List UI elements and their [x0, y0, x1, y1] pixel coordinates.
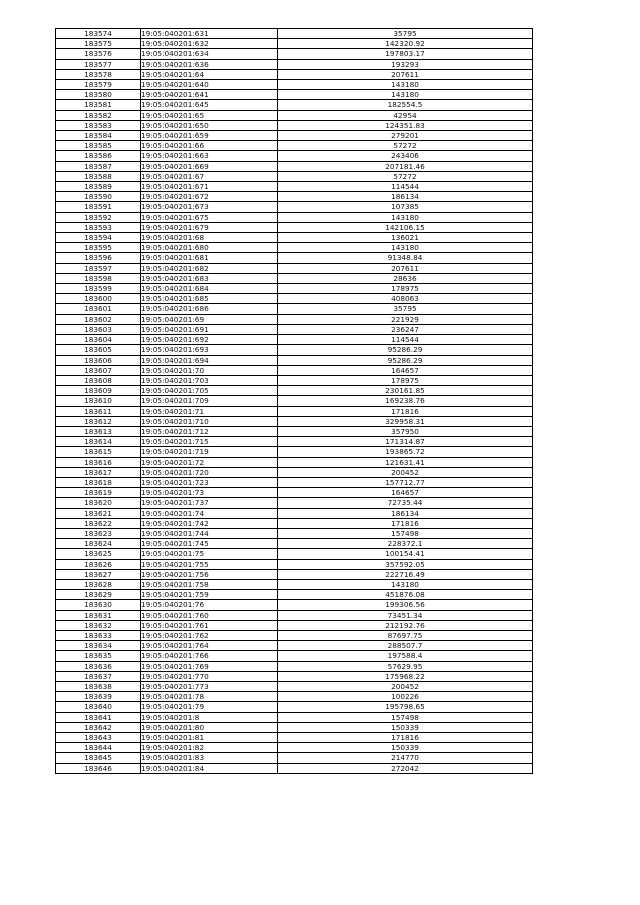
row-number-cell: 183624: [56, 539, 141, 549]
cadastral-value-cell: 193865.72: [278, 447, 533, 457]
row-number-cell: 183593: [56, 222, 141, 232]
cadastral-number-cell: 19:05:040201:760: [141, 610, 278, 620]
table-row: [56, 682, 533, 692]
table-row: [56, 579, 533, 589]
table-row: [56, 569, 533, 579]
cadastral-number-cell: 19:05:040201:709: [141, 396, 278, 406]
cadastral-value-cell: 143180: [278, 90, 533, 100]
cadastral-number-cell: 19:05:040201:69: [141, 314, 278, 324]
cadastral-value-cell: 357592.05: [278, 559, 533, 569]
cadastral-value-cell: 171816: [278, 406, 533, 416]
row-number-cell: 183579: [56, 80, 141, 90]
row-number-cell: 183646: [56, 763, 141, 773]
cadastral-value-cell: 230161.85: [278, 386, 533, 396]
cadastral-number-cell: 19:05:040201:769: [141, 661, 278, 671]
row-number-cell: 183618: [56, 477, 141, 487]
row-number-cell: 183643: [56, 733, 141, 743]
cadastral-value-cell: 142320.92: [278, 39, 533, 49]
row-number-cell: 183629: [56, 590, 141, 600]
cadastral-number-cell: 19:05:040201:8: [141, 712, 278, 722]
cadastral-number-cell: 19:05:040201:723: [141, 477, 278, 487]
cadastral-value-cell: 72735.44: [278, 498, 533, 508]
cadastral-value-cell: 157498: [278, 528, 533, 538]
table-row: [56, 141, 533, 151]
table-row: [56, 702, 533, 712]
row-number-cell: 183644: [56, 743, 141, 753]
row-number-cell: 183581: [56, 100, 141, 110]
cadastral-value-cell: 124351.83: [278, 120, 533, 130]
table-row: [56, 539, 533, 549]
row-number-cell: 183578: [56, 69, 141, 79]
row-number-cell: 183585: [56, 141, 141, 151]
row-number-cell: 183574: [56, 29, 141, 39]
cadastral-value-cell: 42954: [278, 110, 533, 120]
table-row: [56, 355, 533, 365]
cadastral-number-cell: 19:05:040201:84: [141, 763, 278, 773]
table-row: [56, 253, 533, 263]
cadastral-value-cell: 114544: [278, 335, 533, 345]
cadastral-number-cell: 19:05:040201:81: [141, 733, 278, 743]
cadastral-number-cell: 19:05:040201:650: [141, 120, 278, 130]
row-number-cell: 183634: [56, 641, 141, 651]
row-number-cell: 183614: [56, 437, 141, 447]
cadastral-value-cell: 171816: [278, 733, 533, 743]
row-number-cell: 183611: [56, 406, 141, 416]
cadastral-value-cell: 195798.65: [278, 702, 533, 712]
cadastral-value-cell: 157712.77: [278, 477, 533, 487]
table-row: [56, 335, 533, 345]
table-row: [56, 590, 533, 600]
cadastral-number-cell: 19:05:040201:76: [141, 600, 278, 610]
row-number-cell: 183633: [56, 630, 141, 640]
row-number-cell: 183619: [56, 488, 141, 498]
row-number-cell: 183635: [56, 651, 141, 661]
cadastral-number-cell: 19:05:040201:705: [141, 386, 278, 396]
cadastral-number-cell: 19:05:040201:675: [141, 212, 278, 222]
cadastral-value-cell: 100226: [278, 692, 533, 702]
table-row: [56, 406, 533, 416]
table-row: [56, 324, 533, 334]
table-row: [56, 304, 533, 314]
cadastral-value-cell: 236247: [278, 324, 533, 334]
cadastral-number-cell: 19:05:040201:67: [141, 171, 278, 181]
cadastral-number-cell: 19:05:040201:691: [141, 324, 278, 334]
table-row: [56, 314, 533, 324]
row-number-cell: 183616: [56, 457, 141, 467]
row-number-cell: 183636: [56, 661, 141, 671]
table-row: [56, 630, 533, 640]
row-number-cell: 183622: [56, 518, 141, 528]
cadastral-value-cell: 143180: [278, 243, 533, 253]
table-row: [56, 426, 533, 436]
cadastral-value-cell: 221929: [278, 314, 533, 324]
row-number-cell: 183626: [56, 559, 141, 569]
table-row: [56, 661, 533, 671]
row-number-cell: 183632: [56, 620, 141, 630]
row-number-cell: 183586: [56, 151, 141, 161]
table-row: [56, 212, 533, 222]
cadastral-value-cell: 200452: [278, 467, 533, 477]
cadastral-value-cell: 171314.87: [278, 437, 533, 447]
row-number-cell: 183610: [56, 396, 141, 406]
cadastral-number-cell: 19:05:040201:766: [141, 651, 278, 661]
table-row: [56, 651, 533, 661]
cadastral-number-cell: 19:05:040201:73: [141, 488, 278, 498]
table-row: [56, 528, 533, 538]
cadastral-value-cell: 329958.31: [278, 416, 533, 426]
cadastral-number-cell: 19:05:040201:645: [141, 100, 278, 110]
row-number-cell: 183592: [56, 212, 141, 222]
table-row: [56, 488, 533, 498]
cadastral-value-cell: 451876.08: [278, 590, 533, 600]
table-row: [56, 243, 533, 253]
cadastral-value-cell: 171816: [278, 518, 533, 528]
cadastral-value-cell: 143180: [278, 579, 533, 589]
cadastral-number-cell: 19:05:040201:715: [141, 437, 278, 447]
table-row: [56, 386, 533, 396]
row-number-cell: 183638: [56, 682, 141, 692]
cadastral-value-cell: 199306.56: [278, 600, 533, 610]
cadastral-value-cell: 95286.29: [278, 345, 533, 355]
table-row: [56, 284, 533, 294]
cadastral-number-cell: 19:05:040201:68: [141, 233, 278, 243]
row-number-cell: 183601: [56, 304, 141, 314]
table-row: [56, 365, 533, 375]
cadastral-number-cell: 19:05:040201:65: [141, 110, 278, 120]
cadastral-value-cell: 207611: [278, 263, 533, 273]
cadastral-number-cell: 19:05:040201:762: [141, 630, 278, 640]
cadastral-value-cell: 150339: [278, 722, 533, 732]
cadastral-number-cell: 19:05:040201:681: [141, 253, 278, 263]
row-number-cell: 183621: [56, 508, 141, 518]
cadastral-number-cell: 19:05:040201:74: [141, 508, 278, 518]
table-row: [56, 202, 533, 212]
cadastral-number-cell: 19:05:040201:75: [141, 549, 278, 559]
row-number-cell: 183597: [56, 263, 141, 273]
cadastral-number-cell: 19:05:040201:712: [141, 426, 278, 436]
cadastral-number-cell: 19:05:040201:71: [141, 406, 278, 416]
cadastral-number-cell: 19:05:040201:682: [141, 263, 278, 273]
row-number-cell: 183630: [56, 600, 141, 610]
table-row: [56, 743, 533, 753]
row-number-cell: 183615: [56, 447, 141, 457]
cadastral-number-cell: 19:05:040201:764: [141, 641, 278, 651]
row-number-cell: 183604: [56, 335, 141, 345]
cadastral-value-cell: 57272: [278, 171, 533, 181]
table-row: [56, 763, 533, 773]
cadastral-value-cell: 87697.75: [278, 630, 533, 640]
table-row: [56, 39, 533, 49]
cadastral-value-cell: 142106.15: [278, 222, 533, 232]
cadastral-number-cell: 19:05:040201:703: [141, 375, 278, 385]
cadastral-number-cell: 19:05:040201:745: [141, 539, 278, 549]
cadastral-number-cell: 19:05:040201:83: [141, 753, 278, 763]
cadastral-value-cell: 193293: [278, 59, 533, 69]
cadastral-value-cell: 243406: [278, 151, 533, 161]
cadastral-value-cell: 197803.17: [278, 49, 533, 59]
row-number-cell: 183609: [56, 386, 141, 396]
row-number-cell: 183588: [56, 171, 141, 181]
cadastral-number-cell: 19:05:040201:669: [141, 161, 278, 171]
table-body: [56, 29, 533, 774]
cadastral-number-cell: 19:05:040201:70: [141, 365, 278, 375]
cadastral-number-cell: 19:05:040201:66: [141, 141, 278, 151]
cadastral-value-cell: 114544: [278, 182, 533, 192]
row-number-cell: 183598: [56, 273, 141, 283]
cadastral-number-cell: 19:05:040201:82: [141, 743, 278, 753]
table-row: [56, 447, 533, 457]
cadastral-value-cell: 143180: [278, 212, 533, 222]
table-row: [56, 722, 533, 732]
cadastral-number-cell: 19:05:040201:672: [141, 192, 278, 202]
cadastral-value-cell: 35795: [278, 304, 533, 314]
table-row: [56, 498, 533, 508]
cadastral-number-cell: 19:05:040201:683: [141, 273, 278, 283]
cadastral-value-cell: 150339: [278, 743, 533, 753]
table-row: [56, 59, 533, 69]
cadastral-number-cell: 19:05:040201:680: [141, 243, 278, 253]
row-number-cell: 183605: [56, 345, 141, 355]
cadastral-value-cell: 164657: [278, 488, 533, 498]
cadastral-number-cell: 19:05:040201:685: [141, 294, 278, 304]
row-number-cell: 183642: [56, 722, 141, 732]
cadastral-number-cell: 19:05:040201:694: [141, 355, 278, 365]
cadastral-number-cell: 19:05:040201:659: [141, 131, 278, 141]
cadastral-number-cell: 19:05:040201:634: [141, 49, 278, 59]
cadastral-number-cell: 19:05:040201:636: [141, 59, 278, 69]
table-row: [56, 131, 533, 141]
cadastral-value-cell: 214770: [278, 753, 533, 763]
cadastral-value-cell: 136021: [278, 233, 533, 243]
table-row: [56, 733, 533, 743]
table-row: [56, 610, 533, 620]
cadastral-value-cell: 182554.5: [278, 100, 533, 110]
row-number-cell: 183627: [56, 569, 141, 579]
cadastral-value-cell: 272042: [278, 763, 533, 773]
table-row: [56, 29, 533, 39]
table-row: [56, 151, 533, 161]
table-row: [56, 171, 533, 181]
table-row: [56, 90, 533, 100]
cadastral-number-cell: 19:05:040201:64: [141, 69, 278, 79]
row-number-cell: 183606: [56, 355, 141, 365]
row-number-cell: 183591: [56, 202, 141, 212]
table-row: [56, 80, 533, 90]
cadastral-value-cell: 222716.49: [278, 569, 533, 579]
row-number-cell: 183628: [56, 579, 141, 589]
cadastral-number-cell: 19:05:040201:673: [141, 202, 278, 212]
cadastral-number-cell: 19:05:040201:720: [141, 467, 278, 477]
table-row: [56, 508, 533, 518]
cadastral-number-cell: 19:05:040201:755: [141, 559, 278, 569]
table-row: [56, 600, 533, 610]
cadastral-value-cell: 178975: [278, 284, 533, 294]
cadastral-number-cell: 19:05:040201:684: [141, 284, 278, 294]
row-number-cell: 183639: [56, 692, 141, 702]
cadastral-value-cell: 35795: [278, 29, 533, 39]
table-row: [56, 416, 533, 426]
row-number-cell: 183641: [56, 712, 141, 722]
cadastral-value-cell: 73451.34: [278, 610, 533, 620]
row-number-cell: 183612: [56, 416, 141, 426]
cadastral-number-cell: 19:05:040201:80: [141, 722, 278, 732]
table-row: [56, 345, 533, 355]
cadastral-value-cell: 164657: [278, 365, 533, 375]
row-number-cell: 183613: [56, 426, 141, 436]
cadastral-value-cell: 200452: [278, 682, 533, 692]
cadastral-number-cell: 19:05:040201:686: [141, 304, 278, 314]
table-row: [56, 477, 533, 487]
cadastral-value-cell: 186134: [278, 508, 533, 518]
row-number-cell: 183607: [56, 365, 141, 375]
row-number-cell: 183617: [56, 467, 141, 477]
cadastral-value-cell: 178975: [278, 375, 533, 385]
table-row: [56, 375, 533, 385]
cadastral-number-cell: 19:05:040201:78: [141, 692, 278, 702]
cadastral-value-cell: 28636: [278, 273, 533, 283]
row-number-cell: 183631: [56, 610, 141, 620]
row-number-cell: 183645: [56, 753, 141, 763]
row-number-cell: 183637: [56, 671, 141, 681]
table-row: [56, 222, 533, 232]
cadastral-value-cell: 169238.76: [278, 396, 533, 406]
cadastral-number-cell: 19:05:040201:671: [141, 182, 278, 192]
table-row: [56, 182, 533, 192]
row-number-cell: 183575: [56, 39, 141, 49]
row-number-cell: 183576: [56, 49, 141, 59]
cadastral-number-cell: 19:05:040201:770: [141, 671, 278, 681]
cadastral-number-cell: 19:05:040201:710: [141, 416, 278, 426]
table-row: [56, 294, 533, 304]
table-row: [56, 559, 533, 569]
cadastral-number-cell: 19:05:040201:756: [141, 569, 278, 579]
table-row: [56, 69, 533, 79]
cadastral-number-cell: 19:05:040201:693: [141, 345, 278, 355]
row-number-cell: 183589: [56, 182, 141, 192]
table-row: [56, 753, 533, 763]
cadastral-number-cell: 19:05:040201:631: [141, 29, 278, 39]
row-number-cell: 183595: [56, 243, 141, 253]
cadastral-value-cell: 143180: [278, 80, 533, 90]
cadastral-number-cell: 19:05:040201:773: [141, 682, 278, 692]
cadastral-value-cell: 288507.7: [278, 641, 533, 651]
row-number-cell: 183625: [56, 549, 141, 559]
table-row: [56, 161, 533, 171]
table-row: [56, 457, 533, 467]
cadastral-value-cell: 57629.95: [278, 661, 533, 671]
cadastral-value-cell: 228372.1: [278, 539, 533, 549]
cadastral-value-cell: 121631.41: [278, 457, 533, 467]
row-number-cell: 183577: [56, 59, 141, 69]
cadastral-number-cell: 19:05:040201:632: [141, 39, 278, 49]
cadastral-value-cell: 197588.4: [278, 651, 533, 661]
cadastral-value-cell: 279201: [278, 131, 533, 141]
table-row: [56, 692, 533, 702]
cadastral-value-cell: 100154.41: [278, 549, 533, 559]
row-number-cell: 183640: [56, 702, 141, 712]
row-number-cell: 183603: [56, 324, 141, 334]
table-row: [56, 518, 533, 528]
cadastral-number-cell: 19:05:040201:758: [141, 579, 278, 589]
cadastral-number-cell: 19:05:040201:692: [141, 335, 278, 345]
cadastral-value-cell: 207611: [278, 69, 533, 79]
row-number-cell: 183594: [56, 233, 141, 243]
cadastral-value-cell: 212192.76: [278, 620, 533, 630]
table-row: [56, 273, 533, 283]
table-row: [56, 49, 533, 59]
cadastral-value-cell: 57272: [278, 141, 533, 151]
table-row: [56, 110, 533, 120]
row-number-cell: 183590: [56, 192, 141, 202]
cadastral-value-cell: 207181.46: [278, 161, 533, 171]
row-number-cell: 183600: [56, 294, 141, 304]
cadastral-number-cell: 19:05:040201:737: [141, 498, 278, 508]
cadastral-number-cell: 19:05:040201:679: [141, 222, 278, 232]
row-number-cell: 183587: [56, 161, 141, 171]
cadastral-value-cell: 95286.29: [278, 355, 533, 365]
cadastral-number-cell: 19:05:040201:663: [141, 151, 278, 161]
table-row: [56, 549, 533, 559]
cadastral-value-cell: 175968.22: [278, 671, 533, 681]
table-row: [56, 100, 533, 110]
cadastral-value-cell: 357950: [278, 426, 533, 436]
cadastral-number-cell: 19:05:040201:79: [141, 702, 278, 712]
cadastral-number-cell: 19:05:040201:640: [141, 80, 278, 90]
cadastral-value-cell: 107385: [278, 202, 533, 212]
cadastral-number-cell: 19:05:040201:742: [141, 518, 278, 528]
cadastral-number-cell: 19:05:040201:641: [141, 90, 278, 100]
cadastral-value-cell: 408063: [278, 294, 533, 304]
table-row: [56, 233, 533, 243]
row-number-cell: 183584: [56, 131, 141, 141]
cadastral-number-cell: 19:05:040201:759: [141, 590, 278, 600]
cadastral-number-cell: 19:05:040201:761: [141, 620, 278, 630]
cadastral-value-cell: 157498: [278, 712, 533, 722]
table-row: [56, 467, 533, 477]
row-number-cell: 183599: [56, 284, 141, 294]
row-number-cell: 183582: [56, 110, 141, 120]
row-number-cell: 183608: [56, 375, 141, 385]
cadastral-number-cell: 19:05:040201:744: [141, 528, 278, 538]
row-number-cell: 183596: [56, 253, 141, 263]
cadastral-value-cell: 186134: [278, 192, 533, 202]
table-row: [56, 671, 533, 681]
cadastral-value-cell: 91348.84: [278, 253, 533, 263]
table-row: [56, 620, 533, 630]
row-number-cell: 183620: [56, 498, 141, 508]
table-row: [56, 641, 533, 651]
table-row: [56, 712, 533, 722]
row-number-cell: 183602: [56, 314, 141, 324]
cadastral-number-cell: 19:05:040201:719: [141, 447, 278, 457]
row-number-cell: 183583: [56, 120, 141, 130]
table-row: [56, 396, 533, 406]
row-number-cell: 183580: [56, 90, 141, 100]
cadastral-value-table: [55, 28, 533, 774]
table-row: [56, 192, 533, 202]
row-number-cell: 183623: [56, 528, 141, 538]
table-row: [56, 120, 533, 130]
cadastral-number-cell: 19:05:040201:72: [141, 457, 278, 467]
table-row: [56, 263, 533, 273]
table-row: [56, 437, 533, 447]
